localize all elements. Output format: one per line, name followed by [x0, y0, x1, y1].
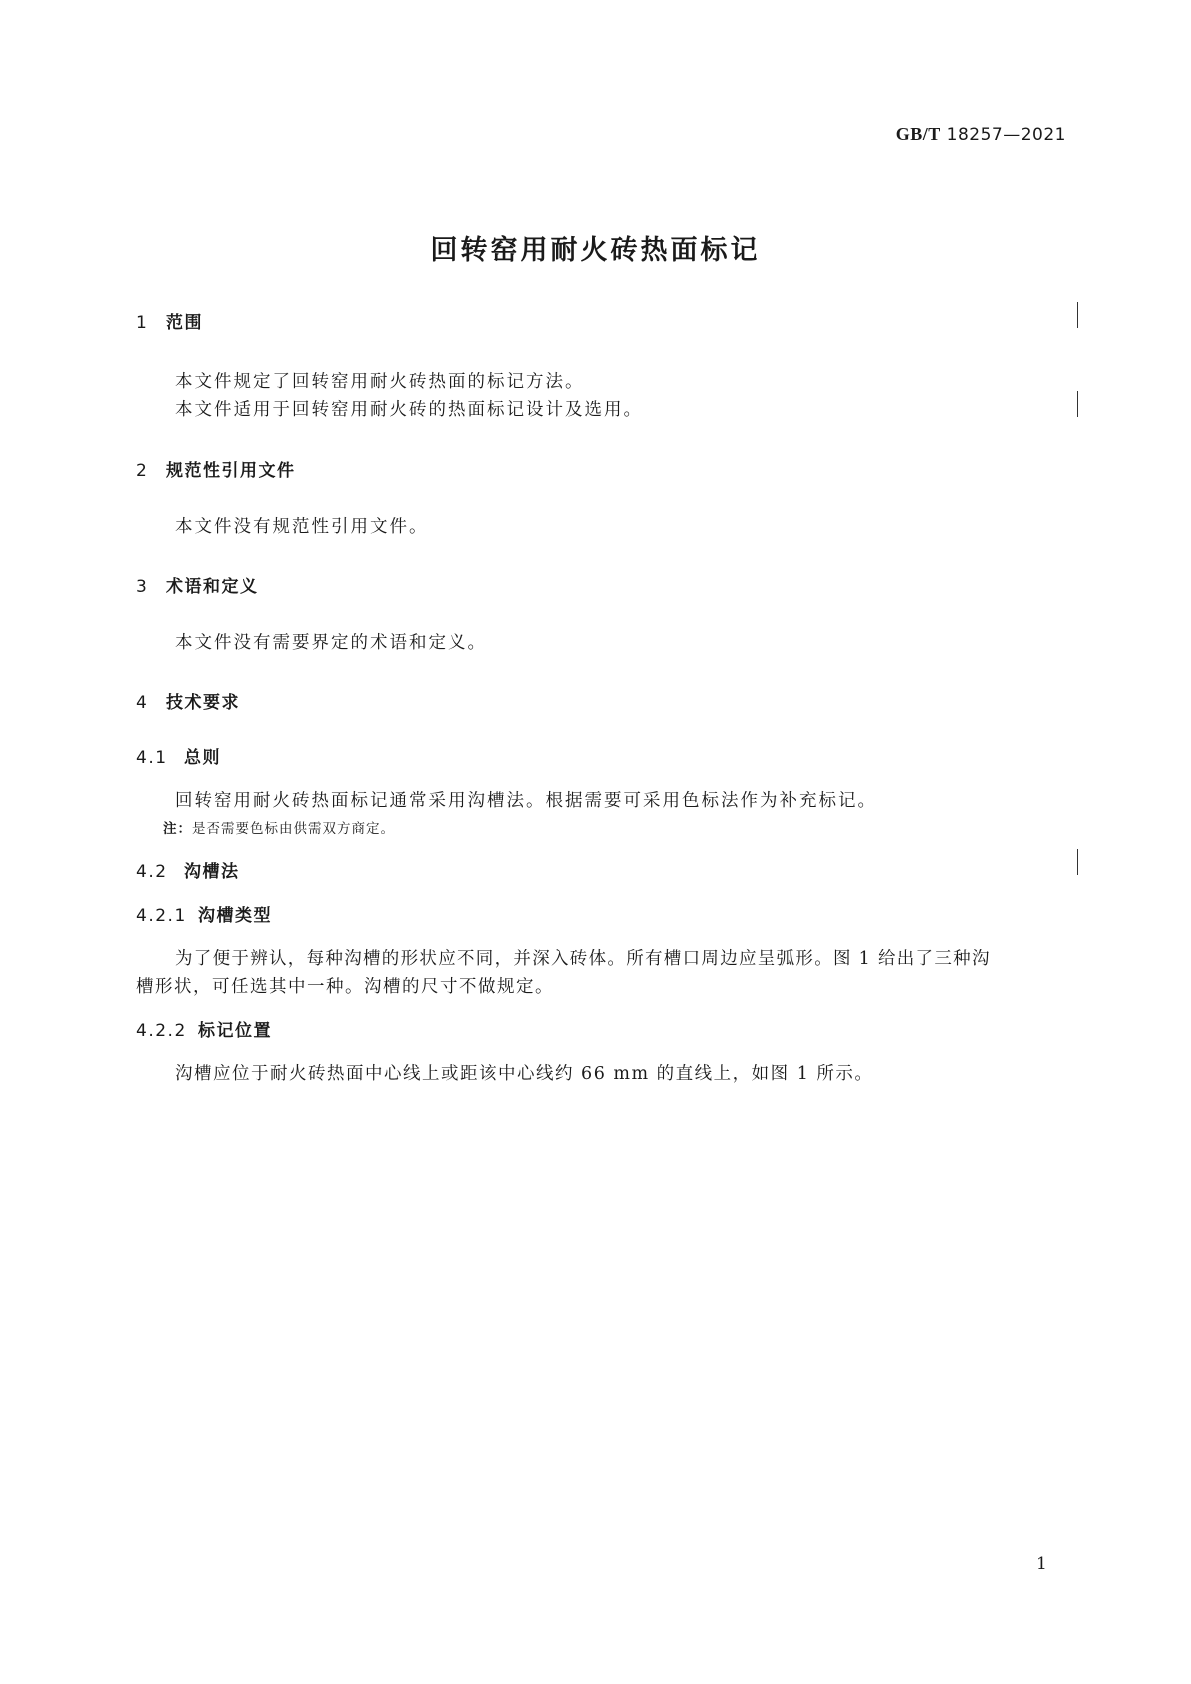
standard-number: 18257—2021 — [946, 125, 1066, 145]
section-title: 沟槽类型 — [198, 906, 272, 926]
section-title: 范围 — [166, 313, 203, 333]
standard-code — [896, 124, 1066, 145]
note-text: 是否需要色标由供需双方商定。 — [192, 821, 395, 837]
section-4-2-2-heading — [136, 1016, 272, 1041]
section-number: 4.2.2 — [136, 1021, 187, 1041]
section-3-heading — [136, 572, 259, 597]
change-bar — [1077, 391, 1078, 417]
section-number: 4.1 — [136, 748, 168, 768]
section-number: 3 — [136, 577, 149, 597]
paragraph: 沟槽应位于耐火砖热面中心线上或距该中心线约 66 mm 的直线上，如图 1 所示。 — [175, 1064, 874, 1084]
section-title: 规范性引用文件 — [166, 461, 296, 481]
section-title: 技术要求 — [166, 693, 240, 713]
section-4-2-1-heading — [136, 901, 272, 926]
section-number: 1 — [136, 313, 149, 333]
section-title: 术语和定义 — [166, 577, 259, 597]
change-bar — [1077, 302, 1078, 328]
section-1-heading — [136, 308, 203, 333]
document-title: 回转窑用耐火砖热面标记 — [430, 235, 761, 266]
note-label: 注： — [163, 821, 192, 837]
note — [163, 817, 395, 837]
section-4-1-heading — [136, 743, 221, 768]
change-bar — [1077, 849, 1078, 875]
paragraph: 本文件没有需要界定的术语和定义。 — [175, 633, 487, 653]
section-title: 标记位置 — [198, 1021, 272, 1041]
paragraph: 回转窑用耐火砖热面标记通常采用沟槽法。根据需要可采用色标法作为补充标记。 — [175, 791, 877, 811]
section-4-2-heading — [136, 857, 240, 882]
section-title: 总则 — [184, 748, 221, 768]
paragraph-line: 为了便于辨认，每种沟槽的形状应不同，并深入砖体。所有槽口周边应呈弧形。图 1 给出了三种沟 — [175, 949, 991, 969]
section-title: 沟槽法 — [184, 862, 240, 882]
section-number: 4 — [136, 693, 149, 713]
paragraph-line: 槽形状，可任选其中一种。沟槽的尺寸不做规定。 — [136, 977, 554, 997]
paragraph: 本文件适用于回转窑用耐火砖的热面标记设计及选用。 — [175, 400, 643, 420]
section-number: 2 — [136, 461, 149, 481]
standard-prefix: GB/T — [895, 124, 941, 144]
section-number: 4.2.1 — [136, 906, 187, 926]
section-number: 4.2 — [136, 862, 168, 882]
section-2-heading — [136, 456, 296, 481]
page-number: 1 — [1036, 1554, 1047, 1574]
paragraph: 本文件规定了回转窑用耐火砖热面的标记方法。 — [175, 372, 585, 392]
section-4-heading — [136, 688, 240, 713]
paragraph: 本文件没有规范性引用文件。 — [175, 517, 429, 537]
